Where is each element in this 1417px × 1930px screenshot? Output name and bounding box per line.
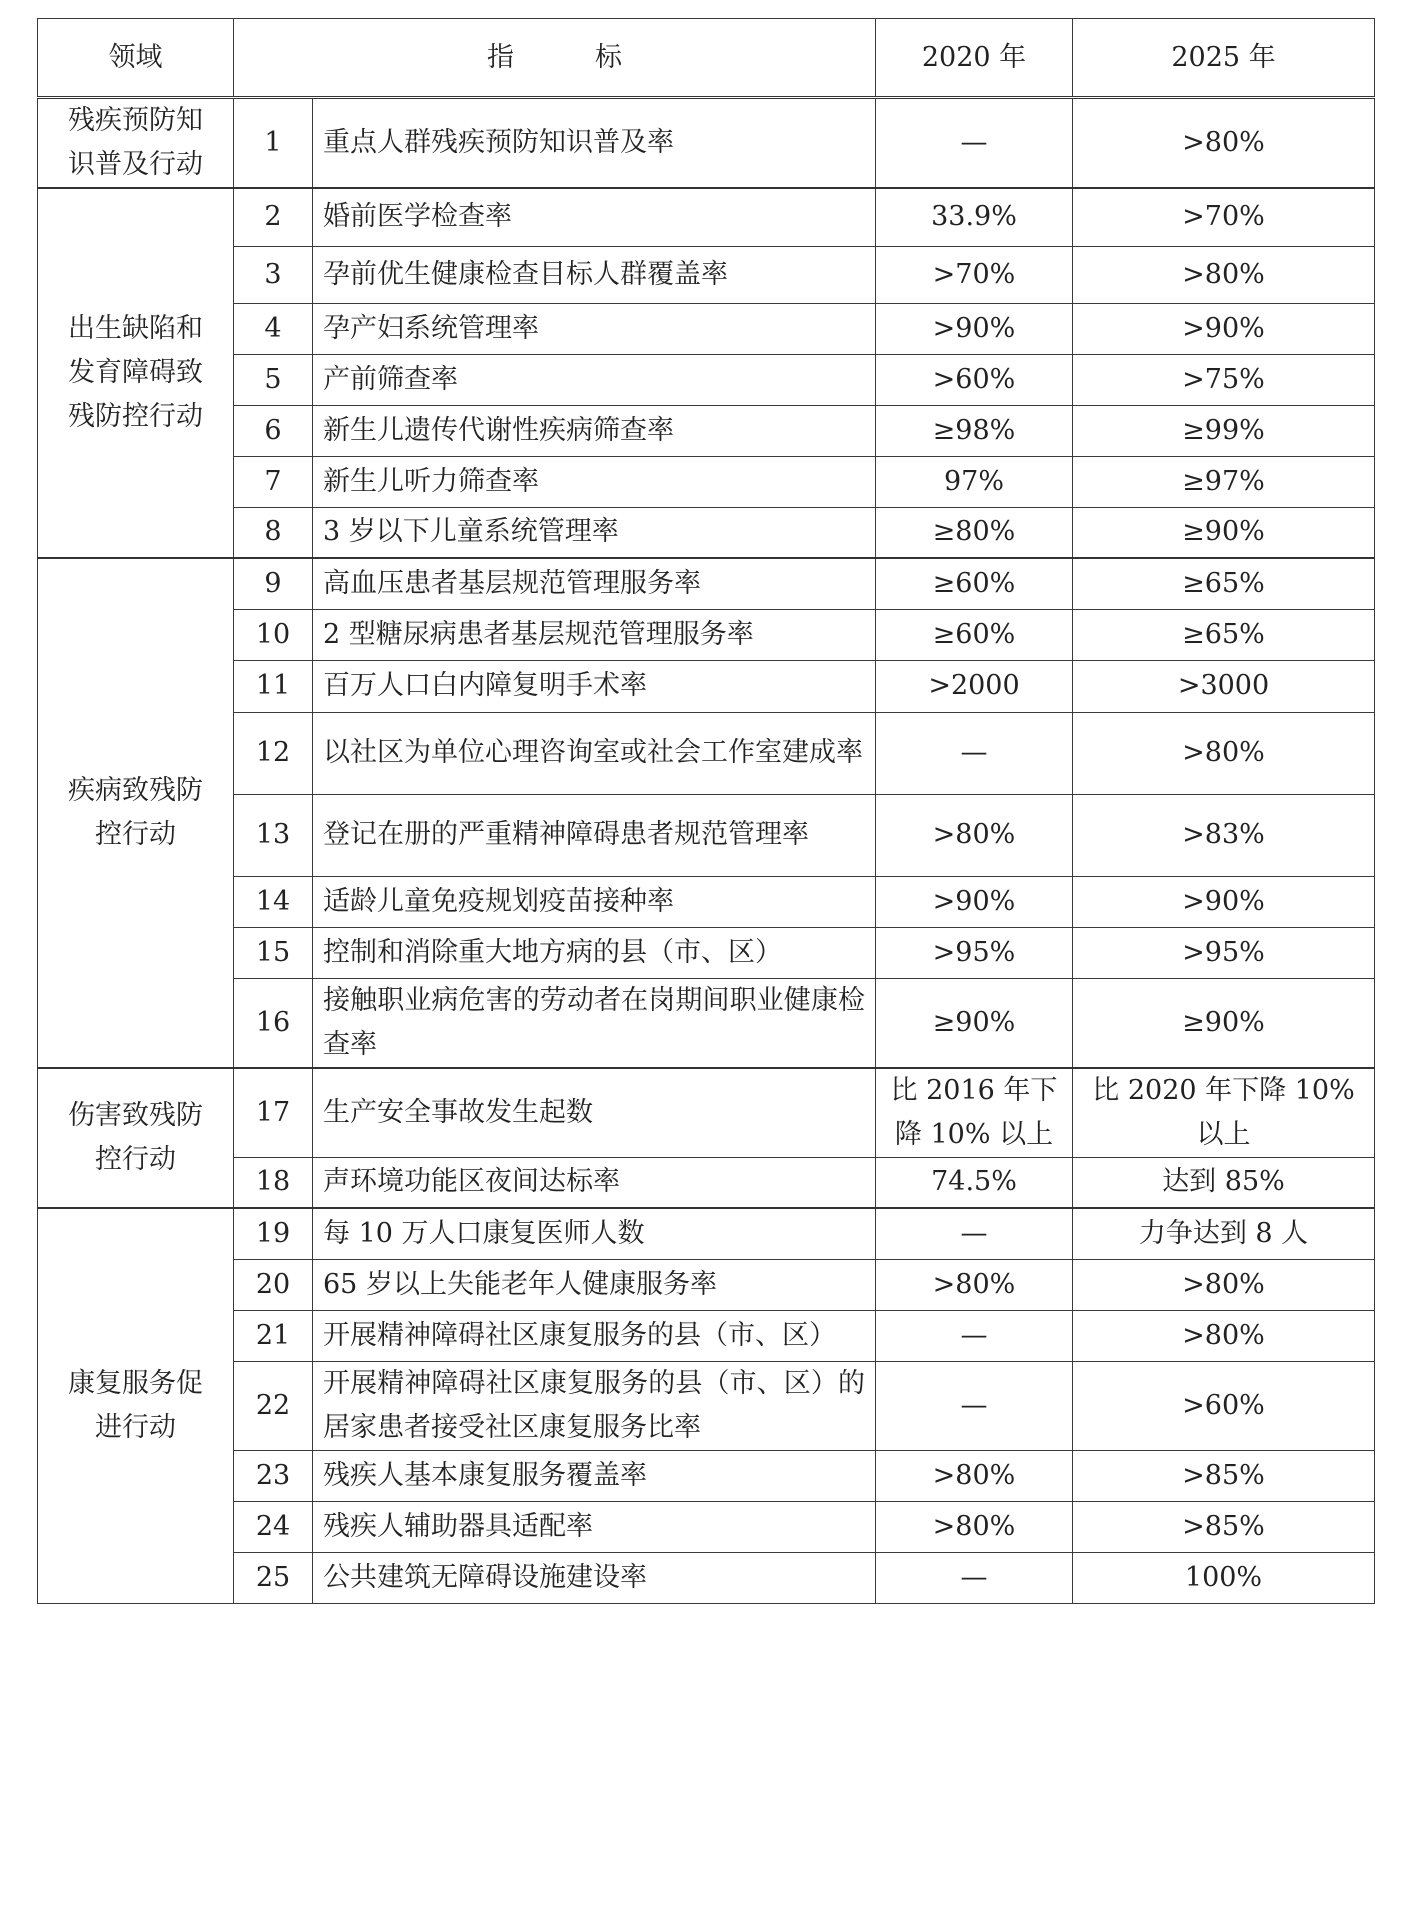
value-2020-cell: >2000 xyxy=(876,660,1073,712)
indicator-cell: 适龄儿童免疫规划疫苗接种率 xyxy=(313,876,876,927)
header-2025: 2025 年 xyxy=(1073,19,1375,98)
row-number-cell: 18 xyxy=(234,1157,313,1208)
value-2025-cell: >3000 xyxy=(1073,660,1375,712)
table-row xyxy=(38,1450,1375,1501)
indicator-cell: 每 10 万人口康复医师人数 xyxy=(313,1208,876,1259)
table-row xyxy=(38,558,1375,609)
row-number-cell: 3 xyxy=(234,246,313,303)
value-2025-cell: >80% xyxy=(1073,98,1375,189)
indicator-table-sheet xyxy=(37,18,1374,1604)
table-header-row xyxy=(38,19,1375,98)
value-2020-cell: >90% xyxy=(876,303,1073,354)
table-row xyxy=(38,876,1375,927)
row-number-cell: 20 xyxy=(234,1259,313,1310)
row-number-cell: 19 xyxy=(234,1208,313,1259)
table-row xyxy=(38,927,1375,978)
row-number-cell: 2 xyxy=(234,188,313,246)
row-number-cell: 21 xyxy=(234,1310,313,1361)
row-number-cell: 13 xyxy=(234,794,313,876)
value-2025-cell: >60% xyxy=(1073,1361,1375,1450)
table-row xyxy=(38,1259,1375,1310)
value-2025-cell: >90% xyxy=(1073,303,1375,354)
value-2020-cell: ≥60% xyxy=(876,558,1073,609)
indicator-cell: 生产安全事故发生起数 xyxy=(313,1068,876,1158)
indicator-cell: 声环境功能区夜间达标率 xyxy=(313,1157,876,1208)
indicator-cell: 百万人口白内障复明手术率 xyxy=(313,660,876,712)
row-number-cell: 15 xyxy=(234,927,313,978)
row-number-cell: 12 xyxy=(234,712,313,794)
value-2020-cell: 74.5% xyxy=(876,1157,1073,1208)
row-number-cell: 9 xyxy=(234,558,313,609)
row-number-cell: 10 xyxy=(234,609,313,660)
row-number-cell: 25 xyxy=(234,1552,313,1603)
value-2020-cell: — xyxy=(876,98,1073,189)
value-2025-cell: >80% xyxy=(1073,1310,1375,1361)
table-row xyxy=(38,978,1375,1068)
domain-cell: 康复服务促进行动 xyxy=(38,1208,234,1603)
value-2020-cell: ≥60% xyxy=(876,609,1073,660)
table-row xyxy=(38,1157,1375,1208)
value-2020-cell: >90% xyxy=(876,876,1073,927)
indicator-cell: 新生儿听力筛查率 xyxy=(313,456,876,507)
table-row xyxy=(38,609,1375,660)
table-row xyxy=(38,303,1375,354)
value-2025-cell: 力争达到 8 人 xyxy=(1073,1208,1375,1259)
table-row xyxy=(38,354,1375,405)
value-2025-cell: ≥65% xyxy=(1073,609,1375,660)
row-number-cell: 24 xyxy=(234,1501,313,1552)
indicator-cell: 婚前医学检查率 xyxy=(313,188,876,246)
value-2025-cell: >85% xyxy=(1073,1450,1375,1501)
indicator-cell: 登记在册的严重精神障碍患者规范管理率 xyxy=(313,794,876,876)
row-number-cell: 7 xyxy=(234,456,313,507)
table-row xyxy=(38,1552,1375,1603)
value-2025-cell: >75% xyxy=(1073,354,1375,405)
indicator-cell: 65 岁以上失能老年人健康服务率 xyxy=(313,1259,876,1310)
indicator-cell: 残疾人基本康复服务覆盖率 xyxy=(313,1450,876,1501)
table-row xyxy=(38,246,1375,303)
value-2020-cell: — xyxy=(876,1552,1073,1603)
value-2025-cell: >80% xyxy=(1073,1259,1375,1310)
indicator-cell: 控制和消除重大地方病的县（市、区） xyxy=(313,927,876,978)
indicator-cell: 公共建筑无障碍设施建设率 xyxy=(313,1552,876,1603)
indicator-cell: 重点人群残疾预防知识普及率 xyxy=(313,98,876,189)
indicator-cell: 开展精神障碍社区康复服务的县（市、区）的居家患者接受社区康复服务比率 xyxy=(313,1361,876,1450)
indicator-cell: 残疾人辅助器具适配率 xyxy=(313,1501,876,1552)
value-2025-cell: ≥65% xyxy=(1073,558,1375,609)
indicator-cell: 以社区为单位心理咨询室或社会工作室建成率 xyxy=(313,712,876,794)
value-2020-cell: >80% xyxy=(876,1501,1073,1552)
table-row xyxy=(38,456,1375,507)
table-row xyxy=(38,660,1375,712)
table-row xyxy=(38,98,1375,189)
value-2025-cell: ≥90% xyxy=(1073,978,1375,1068)
value-2025-cell: >85% xyxy=(1073,1501,1375,1552)
indicator-cell: 新生儿遗传代谢性疾病筛查率 xyxy=(313,405,876,456)
row-number-cell: 22 xyxy=(234,1361,313,1450)
value-2025-cell: 比 2020 年下降 10% 以上 xyxy=(1073,1068,1375,1158)
indicator-cell: 孕产妇系统管理率 xyxy=(313,303,876,354)
header-domain: 领域 xyxy=(38,19,234,98)
value-2020-cell: — xyxy=(876,1208,1073,1259)
value-2020-cell: — xyxy=(876,1310,1073,1361)
value-2020-cell: 33.9% xyxy=(876,188,1073,246)
row-number-cell: 16 xyxy=(234,978,313,1068)
value-2025-cell: 达到 85% xyxy=(1073,1157,1375,1208)
indicator-cell: 接触职业病危害的劳动者在岗期间职业健康检查率 xyxy=(313,978,876,1068)
value-2020-cell: >80% xyxy=(876,1259,1073,1310)
row-number-cell: 1 xyxy=(234,98,313,189)
indicator-cell: 3 岁以下儿童系统管理率 xyxy=(313,507,876,558)
table-row xyxy=(38,1361,1375,1450)
value-2020-cell: — xyxy=(876,1361,1073,1450)
value-2025-cell: >95% xyxy=(1073,927,1375,978)
value-2025-cell: >80% xyxy=(1073,246,1375,303)
value-2025-cell: 100% xyxy=(1073,1552,1375,1603)
value-2020-cell: >80% xyxy=(876,794,1073,876)
header-indicator: 指 标 xyxy=(234,19,876,98)
table-row xyxy=(38,1208,1375,1259)
value-2020-cell: >60% xyxy=(876,354,1073,405)
table-row xyxy=(38,794,1375,876)
row-number-cell: 14 xyxy=(234,876,313,927)
indicator-table xyxy=(37,18,1375,1604)
domain-cell: 残疾预防知识普及行动 xyxy=(38,98,234,189)
row-number-cell: 6 xyxy=(234,405,313,456)
header-2020: 2020 年 xyxy=(876,19,1073,98)
value-2020-cell: >95% xyxy=(876,927,1073,978)
value-2025-cell: >70% xyxy=(1073,188,1375,246)
indicator-cell: 高血压患者基层规范管理服务率 xyxy=(313,558,876,609)
value-2025-cell: >83% xyxy=(1073,794,1375,876)
value-2025-cell: >80% xyxy=(1073,712,1375,794)
domain-cell: 伤害致残防控行动 xyxy=(38,1068,234,1209)
row-number-cell: 11 xyxy=(234,660,313,712)
value-2020-cell: 比 2016 年下降 10% 以上 xyxy=(876,1068,1073,1158)
value-2025-cell: >90% xyxy=(1073,876,1375,927)
table-row xyxy=(38,507,1375,558)
value-2020-cell: — xyxy=(876,712,1073,794)
row-number-cell: 8 xyxy=(234,507,313,558)
table-row xyxy=(38,1501,1375,1552)
value-2020-cell: >80% xyxy=(876,1450,1073,1501)
table-row xyxy=(38,188,1375,246)
table-row xyxy=(38,712,1375,794)
table-row xyxy=(38,1068,1375,1158)
value-2020-cell: ≥80% xyxy=(876,507,1073,558)
indicator-cell: 孕前优生健康检查目标人群覆盖率 xyxy=(313,246,876,303)
table-body xyxy=(38,98,1375,1604)
value-2020-cell: ≥90% xyxy=(876,978,1073,1068)
value-2020-cell: 97% xyxy=(876,456,1073,507)
indicator-cell: 开展精神障碍社区康复服务的县（市、区） xyxy=(313,1310,876,1361)
value-2025-cell: ≥90% xyxy=(1073,507,1375,558)
indicator-cell: 2 型糖尿病患者基层规范管理服务率 xyxy=(313,609,876,660)
value-2020-cell: ≥98% xyxy=(876,405,1073,456)
domain-cell: 疾病致残防控行动 xyxy=(38,558,234,1068)
value-2020-cell: >70% xyxy=(876,246,1073,303)
row-number-cell: 4 xyxy=(234,303,313,354)
value-2025-cell: ≥99% xyxy=(1073,405,1375,456)
value-2025-cell: ≥97% xyxy=(1073,456,1375,507)
indicator-cell: 产前筛查率 xyxy=(313,354,876,405)
table-row xyxy=(38,1310,1375,1361)
row-number-cell: 17 xyxy=(234,1068,313,1158)
row-number-cell: 23 xyxy=(234,1450,313,1501)
row-number-cell: 5 xyxy=(234,354,313,405)
domain-cell: 出生缺陷和发育障碍致残防控行动 xyxy=(38,188,234,558)
table-row xyxy=(38,405,1375,456)
